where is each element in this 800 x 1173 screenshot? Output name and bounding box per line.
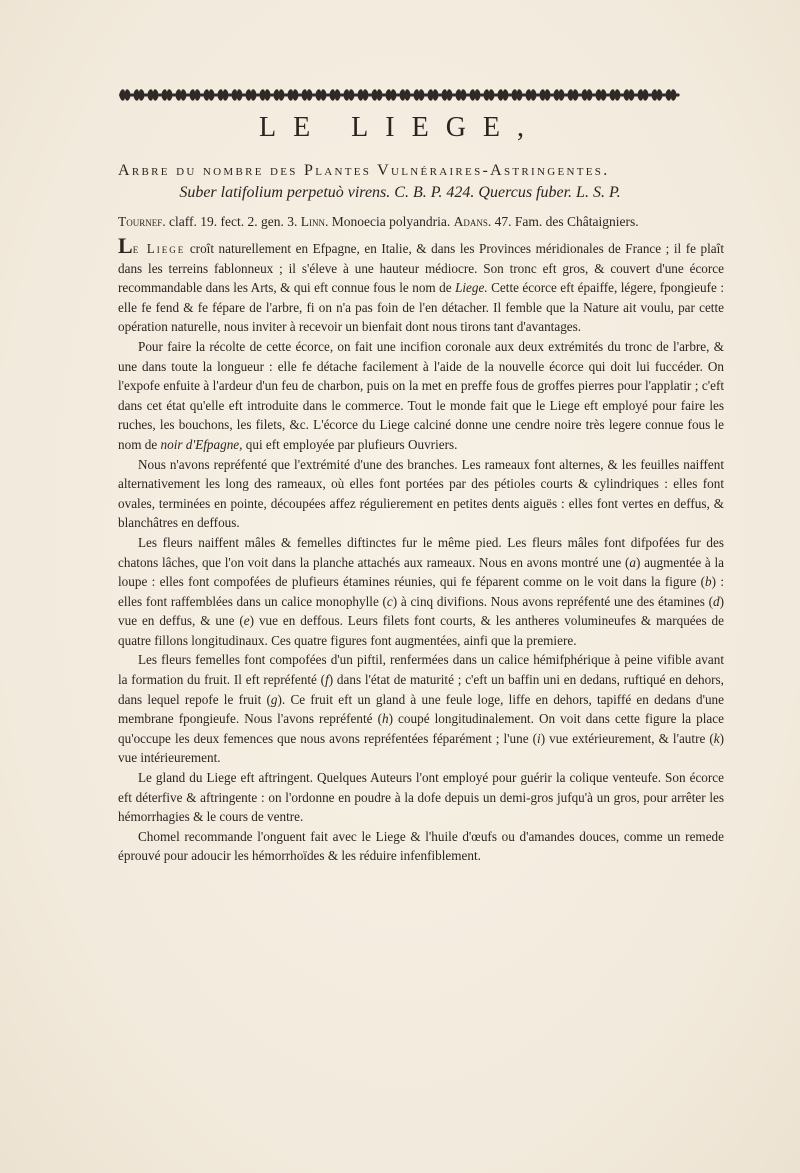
figure-letter: i xyxy=(537,730,541,746)
decorative-border-icon xyxy=(116,86,682,104)
classification-text-3: 47. Fam. des Châtaigniers. xyxy=(491,214,639,229)
ornament-fleuron xyxy=(231,89,243,100)
page-title: LE LIEGE, xyxy=(258,112,542,143)
ornament-fleuron xyxy=(119,89,131,100)
ornament-fleuron xyxy=(343,89,355,100)
paragraph-text: ) à cinq divifions. Nous avons repréfenté une des étamines ( xyxy=(392,593,713,609)
figure-letter: d xyxy=(712,593,720,609)
paragraph-remedy: Chomel recommande l'onguent fait avec le Liege & l'huile d'œufs ou d'amandes douces, comme un remede éprouvé pour adoucir les hémorrhoïdes & les réduire infenfiblement. xyxy=(118,828,724,864)
paragraph-harvest xyxy=(118,337,724,455)
paragraph-text: Cette écorce eft épaiffe, légere, fpongieufe : elle fe fend & fe fépare de l'arbre, fi on n'a pas foin de l'en détacher. Il femble que la Nature ait voulu, par cette opération naturelle, nous inviter à recevoir un bienfait dont nous tirons tant d'avantages. xyxy=(118,280,724,335)
ornament-fleuron xyxy=(469,89,481,100)
paragraph-text: ) dans l'état de maturité ; c'eft un baffin uni en dedans, ruftiqué en dehors, dans lequel repofe le fruit ( xyxy=(118,672,724,707)
classification-line xyxy=(118,214,758,230)
paragraph-text: ) vue en deffus, & une ( xyxy=(118,593,724,629)
paragraph-text: Pour faire la récolte de cette écorce, on fait une incifion coronale aux deux extrémités du tronc de l'arbre, & une dans toute la longueur : elle fe détache facilement à l'aide de la nouvelle écorce qui doit lui fuccéder. On l'expofe enfuite à l'ardeur d'un feu de charbon, puis on la met en preffe fous de groffes pierres pour l'applatir ; c'eft dans cet état qu'elle eft introduite dans le commerce. Tout le monde fait que le Liege eft employé pour faire les ruches, les bouchons, les filets, &c. L'écorce du Liege calciné donne une cendre noire très legere connue fous le nom de xyxy=(118,338,724,452)
paragraph-text: ) vue intérieurement. xyxy=(118,730,725,766)
ornament-fleuron xyxy=(651,89,663,100)
figure-letter: f xyxy=(325,672,329,688)
ornament-dot xyxy=(676,93,679,96)
ornament-fleuron xyxy=(511,89,523,100)
ornament-fleuron xyxy=(553,89,565,100)
ornament-fleuron xyxy=(301,89,313,100)
paragraph-text: ) coupé longitudinalement. On voit dans cette figure la place qu'occupe les deux femences que nous avons repréfentées féparément ; l'une ( xyxy=(118,711,724,746)
drop-cap: L xyxy=(118,233,133,258)
ornament-fleuron xyxy=(273,89,285,100)
paragraph-medicinal-uses: Le gland du Liege eft aftringent. Quelques Auteurs l'ont employé pour guérir la colique venteufe. Son écorce eft déterfive & aftringente : on l'ordonne en poudre à la dofe depuis un demi-gros jufqu'à un gros, pour arrêter les hémorrhagies & le cours de ventre. xyxy=(118,770,724,825)
figure-letter: b xyxy=(705,574,712,590)
ornament-fleuron xyxy=(525,89,537,100)
ornament-fleuron xyxy=(483,89,495,100)
emphasis-text: Liege. xyxy=(455,280,488,296)
ornament-fleuron xyxy=(133,89,145,100)
ornament-fleuron xyxy=(455,89,467,100)
ornament-fleuron xyxy=(609,89,621,100)
ornament-fleuron xyxy=(217,89,229,100)
figure-letter: a xyxy=(629,554,636,570)
figure-letter: k xyxy=(713,730,720,746)
author-linnaeus: Linn. xyxy=(300,214,329,229)
ornament-fleuron xyxy=(665,89,677,100)
ornament-fleuron xyxy=(259,89,271,100)
ornament-fleuron xyxy=(315,89,327,100)
ornament-fleuron xyxy=(441,89,453,100)
ornament-fleuron xyxy=(357,89,369,100)
ornament-fleuron xyxy=(595,89,607,100)
ornament-fleuron xyxy=(497,89,509,100)
paragraph-text: qui eft employée par plufieurs Ouvriers. xyxy=(242,436,458,452)
paragraph-text: Les fleurs femelles font compofées d'un piftil, renfermées dans un calice hémifphérique à peine vifible avant la formation du fruit. Il eft repréfenté ( xyxy=(118,652,724,688)
ornament-fleuron xyxy=(147,89,159,100)
ornament-fleuron xyxy=(385,89,397,100)
botanical-synonyms: Suber latifolium perpetuò virens. C. B. P. 424. Quercus fuber. L. S. P. xyxy=(179,184,621,201)
figure-letter: e xyxy=(243,613,250,629)
figure-letter: c xyxy=(386,593,393,609)
paragraph-description xyxy=(118,233,724,337)
paragraph-text: ) : elles font raffemblées dans un calice monophylle ( xyxy=(118,574,724,609)
figure-letter: g xyxy=(270,691,278,707)
ornament-fleuron xyxy=(581,89,593,100)
paragraph-female-flowers xyxy=(118,650,724,768)
ornament-fleuron xyxy=(427,89,439,100)
paragraph-text: Les fleurs naiffent mâles & femelles diftinctes fur le même pied. Les fleurs mâles font difpofées fur des chatons lâches, que l'on voit dans la planche attachés aux rameaux. Nous en avons montré une ( xyxy=(118,534,724,570)
ornament-fleuron xyxy=(413,89,425,100)
ornament-fleuron xyxy=(329,89,341,100)
classification-text-1: claff. 19. fect. 2. gen. 3. xyxy=(165,214,301,229)
ornament-fleuron xyxy=(371,89,383,100)
emphasis-text: noir d'Efpagne, xyxy=(160,436,243,452)
body-text xyxy=(118,233,725,866)
author-tournefort: Tournef. xyxy=(118,214,166,229)
ornament-fleuron xyxy=(287,89,299,100)
ornament-fleuron xyxy=(399,89,411,100)
ornament-fleuron xyxy=(567,89,579,100)
paragraph-text: ) vue extérieurement, & l'autre ( xyxy=(540,730,714,746)
paragraph-text: ) augmentée à la loupe : elles font compofées de plufieurs étamines réunies, qui fe féparent comme on le voit dans la figure ( xyxy=(118,554,724,590)
ornament-fleuron xyxy=(189,89,201,100)
ornament-fleuron xyxy=(539,89,551,100)
figure-letter: h xyxy=(381,711,389,727)
paragraph-text: ). Ce fruit eft un gland à une feule loge, liffe en dehors, tapiffé en dedans d'une membrane fpongieufe. Nous l'avons repréfenté ( xyxy=(118,691,724,727)
ornament-fleuron xyxy=(637,89,649,100)
ornament-fleuron xyxy=(203,89,215,100)
author-adanson: Adans. xyxy=(453,214,492,229)
ornament-fleuron xyxy=(175,89,187,100)
ornament-fleuron xyxy=(623,89,635,100)
ornament-fleuron xyxy=(245,89,257,100)
ornament-fleuron xyxy=(161,89,173,100)
lead-word: e Liege xyxy=(132,241,186,256)
classification-text-2: Monoecia polyandria. xyxy=(328,214,454,229)
paragraph-text: ) vue en deffous. Leurs filets font courts, & les antheres volumineufes & marquées de quatre fillons longitudinaux. Ces quatre figures font augmentées, ainfi que la premiere. xyxy=(118,613,724,648)
paragraph-male-flowers xyxy=(118,533,724,651)
page-subtitle: Arbre du nombre des Plantes Vulnéraires-Astringentes. xyxy=(118,162,610,179)
paragraph-branches: Nous n'avons repréfenté que l'extrémité d'une des branches. Les rameaux font alternes, & les feuilles naiffent alternativement les long des rameaux, où elles font portées par des pétioles courts & cylindriques : elles font ovales, terminées en pointe, découpées affez régulierement en petites dents aiguës : elles font vertes en deffus, & blanchâtres en deffous. xyxy=(118,456,724,531)
paragraph-text: croît naturellement en Efpagne, en Italie, & dans les Provinces méridionales de France ; il fe plaît dans les terreins fablonneux ; il s'éleve à une hauteur médiocre. Son tronc eft gros, & couvert d'une écorce recommandable dans les Arts, & qui eft connue fous le nom de xyxy=(118,241,724,296)
